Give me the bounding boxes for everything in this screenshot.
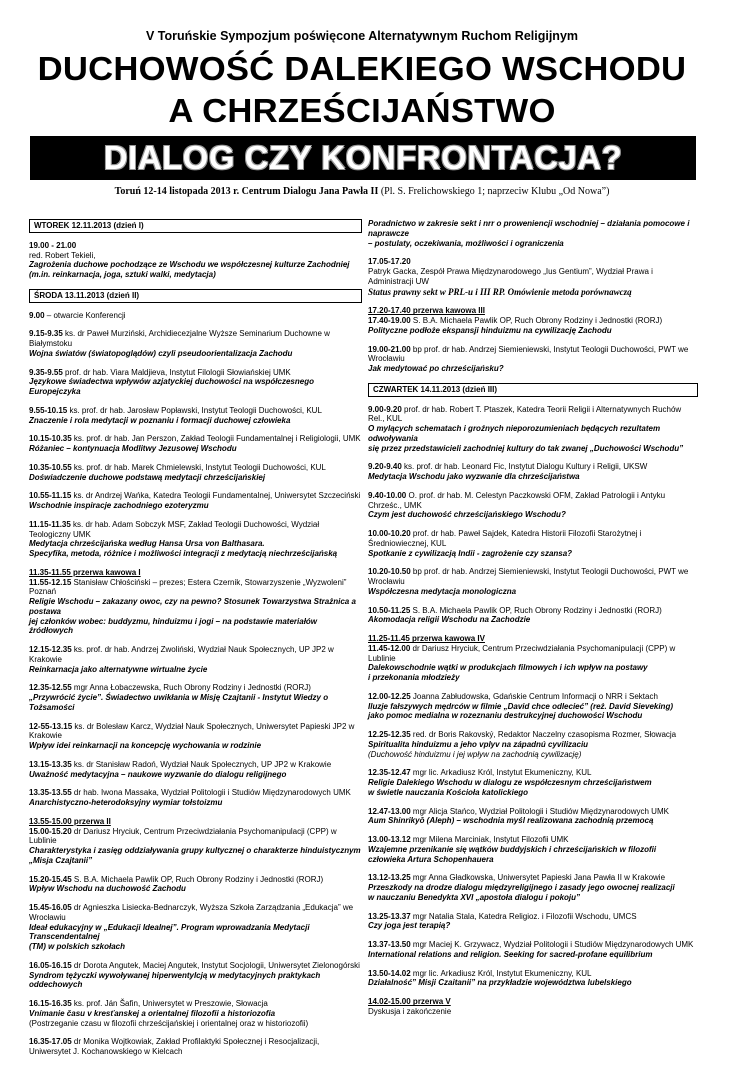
- item-speaker: mgr lic. Arkadiusz Król, Instytut Ekumeniczny, KUL: [410, 968, 592, 978]
- item-note: (Duchowość hinduizmu i jej wpływ na zachodnią cywilizację): [368, 749, 582, 759]
- day-header-thursday: CZWARTEK 14.11.2013 (dzień III): [368, 383, 698, 397]
- item-time: 12-55-13.15: [29, 721, 73, 731]
- item-speaker: ks. dr hab. Adam Sobczyk MSF, Zakład Teologii Duchowości, Wydział Teologiczny UMK: [29, 519, 320, 539]
- item-time: 10.55-11.15: [29, 491, 72, 501]
- item-title: Akomodacja religii Wschodu na Zachodzie: [368, 615, 531, 625]
- item-speaker: Uniwersytet J. Kochanowskiego w Kielcach: [29, 1047, 183, 1056]
- item-title: Uważność medytacyjna – naukowe wyzwanie do dialogu religijnego: [29, 769, 287, 779]
- schedule-item: [368, 529, 698, 558]
- right-column: [368, 219, 698, 1026]
- symposium-line: V Toruńskie Sympozjum poświęcone Alternatywnym Ruchom Religijnym: [145, 29, 579, 43]
- item-title: jako pomoc medialna w rozeznaniu destrukcyjnej duchowości Wschodu: [368, 711, 643, 721]
- item-text: – otwarcie Konferencji: [44, 310, 126, 320]
- schedule-item: [368, 835, 698, 864]
- item-speaker: dr Agnieszka Lisiecka-Bednarczyk, Wyższa Szkoła Zarządzania „Edukacja” we Wrocławiu: [29, 903, 354, 922]
- item-time: 19.00-21.00: [368, 344, 411, 354]
- item-title: Czym jest duchowość chrześcijańskiego Wschodu?: [368, 510, 566, 520]
- item-time: 12.47-13.00: [368, 806, 411, 816]
- item-speaker: Joanna Zabłudowska, Gdańskie Centrum Informacji o NRR i Sektach: [410, 691, 658, 701]
- item-speaker: Stanisław Chłościński – prezes; Estera Czernik, Stowarzyszenie „Wyzwoleni” Poznań: [29, 577, 347, 597]
- item-title: w nauczaniu Benedykta XVI „apostoła dialogu i pokoju”: [368, 892, 581, 902]
- item-title: Wschodnie inspiracje zachodniego ezoteryzmu: [29, 501, 209, 510]
- item-time: 12.35-12.47: [368, 768, 411, 778]
- schedule-item: [368, 345, 698, 374]
- item-time: 17.05-17.20: [368, 257, 411, 267]
- item-time: 9.00-9.20: [368, 404, 402, 414]
- item-title: Iluzje fałszywych mędrców w filmie „David chce odlecieć” (reż. David Sieveking): [368, 701, 673, 711]
- item-speaker: ks. dr Stanisław Radoń, Wydział Nauk Społecznych, UP JP2 w Krakowie: [71, 759, 332, 769]
- break-label: 11.35-11.55 przerwa kawowa I: [29, 567, 141, 577]
- item-title: w świetle nauczania Kościoła katolickiego: [368, 787, 529, 797]
- schedule-item: [29, 520, 362, 559]
- item-time: 10.20-10.50: [368, 567, 411, 577]
- item-speaker: Patryk Gacka, Zespół Prawa Międzynarodowego „Ius Gentium”, Wydział Prawa i Administracji UW: [368, 267, 653, 286]
- item-speaker: mgr Milena Marciniak, Instytut Filozofii UMK: [410, 835, 569, 845]
- item-time: 13.50-14.02: [368, 968, 411, 978]
- schedule-item: [368, 692, 698, 721]
- day-header-tuesday: WTOREK 12.11.2013 (dzień I): [29, 219, 362, 233]
- schedule-item: [368, 997, 698, 1017]
- schedule-item: [29, 817, 362, 866]
- title-line-1: DUCHOWOŚĆ DALEKIEGO WSCHODU: [37, 50, 687, 87]
- schedule-item: [29, 645, 362, 674]
- venue-line: [0, 186, 724, 197]
- venue-bold: Toruń 12-14 listopada 2013 r. Centrum Dialogu Jana Pawła II: [114, 186, 379, 197]
- schedule-item: [368, 219, 698, 248]
- item-title: człowieka Artura Schopenhauera: [368, 854, 494, 864]
- schedule-item: [29, 491, 362, 511]
- schedule-item: [368, 940, 698, 960]
- schedule-item: [29, 961, 362, 990]
- item-time: 10.00-10.20: [368, 529, 411, 539]
- item-title: Religie Wschodu – zakazany owoc, czy na pewno? Stosunek Towarzystwa Strażnica a postawa: [29, 597, 356, 616]
- item-speaker: dr Dariusz Hryciuk, Centrum Przeciwdziałania Psychomanipulacji (CPP) w Lublinie: [29, 826, 337, 846]
- venue-rest: (Pl. S. Frelichowskiego 1; naprzeciw Klubu „Od Nowa”): [378, 186, 610, 197]
- schedule-item: [368, 969, 698, 989]
- schedule-item: [29, 999, 362, 1028]
- schedule-item: [29, 875, 362, 895]
- day-header-wednesday: ŚRODA 13.11.2013 (dzień II): [29, 289, 362, 303]
- item-speaker: ks. prof. Ján Šafin, Uniwersytet w Preszowie, Słowacja: [71, 999, 268, 1008]
- schedule-item: [29, 568, 362, 636]
- item-title: Wpływ idei reinkarnacji na koncepcję wychowania w rodzinie: [29, 741, 262, 750]
- item-title: Różaniec – kontynuacja Modlitwy Jezusowej Wschodu: [29, 444, 237, 453]
- item-title: Wojna światów (światopoglądów) czyli pseudoorientalizacja Zachodu: [29, 348, 293, 358]
- item-speaker: prof. dr hab. Viara Maldjieva, Instytut Filologii Słowiańskiej UMK: [62, 367, 291, 377]
- item-title: Religie Dalekiego Wschodu w dialogu ze współczesnym chrześcijaństwem: [368, 778, 652, 788]
- closing-text: Dyskusja i zakończenie: [368, 1006, 452, 1016]
- schedule-item: [29, 788, 362, 808]
- item-time: 12.25-12.35: [368, 730, 411, 740]
- item-time: 16.15-16.35: [29, 999, 72, 1008]
- item-time: 16.05-16.15: [29, 960, 72, 970]
- item-time: 9.55-10.15: [29, 405, 68, 415]
- break-label: 14.02-15.00 przerwa V: [368, 997, 451, 1007]
- item-speaker: ks. dr Andrzej Wańka, Katedra Teologii Fundamentalnej, Uniwersytet Szczeciński: [71, 491, 361, 501]
- schedule-item: [29, 434, 362, 454]
- break-label: 17.20-17.40 przerwa kawowa III: [368, 306, 485, 316]
- item-speaker: prof. dr hab. Paweł Sajdek, Katedra Historii Filozofii Starożytnej i Średniowiecznej, KUL: [368, 529, 642, 548]
- item-title: Spotkanie z cywilizacją Indii - zagrożenie czy szansa?: [368, 548, 573, 558]
- item-title: Anarchistyczno-heterodoksyjny wymiar tołstoizmu: [29, 798, 223, 807]
- item-time: 9.35-9.55: [29, 367, 63, 377]
- title-line-2: A CHRZEŚCIJAŃSTWO: [168, 92, 556, 129]
- schedule-item: [368, 912, 698, 932]
- item-title: Spiritualita hinduizmu a jeho vplyv na západnú cyvilizaciu: [368, 739, 589, 749]
- schedule-item: [368, 606, 698, 626]
- item-time: 15.20-15.45: [29, 874, 72, 884]
- item-speaker: S. B.A. Michaela Pawlik OP, Ruch Obrony Rodziny i Jednostki (RORJ): [410, 605, 662, 615]
- item-title: Syndrom tężyczki wywoływanej hiperwentylcją w medytacyjnych praktykach oddechowych: [29, 970, 321, 990]
- break-label: 13.55-15.00 przerwa II: [29, 816, 111, 826]
- item-speaker: mgr Natalia Stala, Katedra Religioz. i Filozofii Wschodu, UMCS: [410, 911, 637, 921]
- item-speaker: ks. dr Paweł Murziński, Archidiecezjalne Wyższe Seminarium Duchowne w Białymstoku: [29, 329, 330, 348]
- schedule-item: [29, 903, 362, 952]
- item-title: Czy joga jest terapią?: [368, 921, 451, 931]
- item-time: 12.00-12.25: [368, 691, 411, 701]
- item-speaker: dr hab. Iwona Massaka, Wydział Politologii i Studiów Międzynarodowych UMK: [71, 788, 351, 798]
- schedule-item: [29, 406, 362, 426]
- schedule-item: [368, 405, 698, 454]
- item-title: się przez przedstawicieli zachodniej kultury do tak zwanej „Duchowości Wschodu”: [368, 443, 684, 453]
- item-time: 12.35-12.55: [29, 683, 72, 693]
- schedule-item: [29, 329, 362, 358]
- schedule-item: [29, 722, 362, 751]
- item-speaker: S. B.A. Michaela Pawlik OP, Ruch Obrony Rodziny i Jednostki (RORJ): [410, 316, 663, 326]
- schedule-item: [368, 873, 698, 902]
- item-speaker: mgr lic. Arkadiusz Król, Instytut Ekumeniczny, KUL: [410, 768, 592, 778]
- item-title: Reinkarnacja jako alternatywne wirtualne życie: [29, 664, 208, 674]
- item-time: 16.35-17.05: [29, 1037, 72, 1047]
- item-title: Językowe świadectwa wpływów azjatyckiej duchowości na współczesnego Europejczyka: [29, 377, 314, 396]
- item-time: 13.25-13.37: [368, 911, 411, 921]
- schedule-item: [29, 760, 362, 780]
- item-speaker: ks. prof. dr hab. Jarosław Popławski, Instytut Teologii Duchowości, KUL: [67, 405, 322, 415]
- schedule-item: [29, 311, 362, 321]
- item-title: „Misja Czajtanii”: [29, 855, 93, 865]
- item-title: International relations and religion. Seeking for sacred-profane equilibrium: [368, 949, 653, 959]
- item-title: Współczesna medytacja monologiczna: [368, 586, 517, 596]
- item-time: 9.40-10.00: [368, 490, 407, 500]
- item-time: 10.35-10.55: [29, 462, 72, 472]
- item-title: Jak medytować po chrześcijańsku?: [368, 364, 504, 374]
- item-time: 9.00: [29, 310, 45, 320]
- item-time: 17.40-19.00: [368, 316, 411, 326]
- schedule-item: [29, 683, 362, 712]
- item-speaker: dr Dariusz Hryciuk, Centrum Przeciwdziałania Psychomanipulacji (CPP) w Lublinie: [368, 643, 676, 663]
- item-speaker: dr Monika Wojtkowiak, Zakład Profilaktyki Społecznej i Resocjalizacji,: [71, 1037, 320, 1047]
- item-time: 13.00-13.12: [368, 835, 411, 845]
- schedule-item: [29, 241, 362, 280]
- item-title: Poradnictwo w zakresie sekt i nrr o proweniencji wschodniej – działania pomocowe i naprawcze: [368, 219, 690, 238]
- item-speaker: bp prof. dr hab. Andrzej Siemieniewski, Instytut Teologii Duchowości, PWT we Wrocławiu: [368, 344, 689, 364]
- item-speaker: ks. prof. dr hab. Andrzej Zwoliński, Wydział Nauk Społecznych, UP JP2 w Krakowie: [29, 645, 334, 664]
- item-title: Aum Shinrikyō (Aleph) – wschodnia myśl realizowana zachodnią przemocą: [368, 816, 654, 826]
- item-speaker: red. Robert Tekieli,: [29, 250, 96, 260]
- schedule-item: [29, 1037, 362, 1057]
- item-title: „Przywrócić życie”. Świadectwo uwikłania w Misję Czajtanii - Instytut Wiedzy o Tożsamości: [29, 693, 329, 712]
- item-title: Medytacja chrześcijańska według Hansa Ursa von Balthasara.: [29, 539, 265, 549]
- item-speaker: ks. dr Bolesław Karcz, Wydział Nauk Społecznych, Uniwersytet Papieski JP2 w Krakowie: [29, 721, 355, 741]
- schedule-item: [368, 462, 698, 482]
- schedule-item: [368, 306, 698, 335]
- schedule-item: [29, 463, 362, 483]
- item-time: 13.35-13.55: [29, 788, 72, 798]
- item-title: Vnímanie času v kresťanskej a orientalnej filozofii a historiozofia: [29, 1008, 276, 1018]
- schedule-item: [368, 634, 698, 683]
- item-speaker: mgr Maciej K. Grzywacz, Wydział Politologii i Studiów Międzynarodowych UMK: [410, 940, 694, 950]
- item-title: Ideał edukacyjny w „Edukacji Idealnej”. Program wprowadzania Medytacji Transcendentalnej: [29, 922, 310, 942]
- item-speaker: prof. dr hab. Robert T. Ptaszek, Katedra Teorii Religii i Alternatywnych Ruchów Rel., KUL: [368, 404, 682, 424]
- item-title: Działalność” Misji Czaitanii” na przykładzie województwa lubelskiego: [368, 978, 632, 988]
- item-note: (Postrzeganie czasu w filozofii chrześcijańskiej i orientalnej oraz w historiozofii): [29, 1018, 309, 1028]
- item-title: Dalekowschodnie wątki w produkcjach filmowych i ich wpływ na postawy: [368, 663, 648, 673]
- item-title: Charakterystyka i zasięg oddziaływania grupy kultycznej o charakterze hinduistycznym: [29, 846, 361, 855]
- item-time: 11.55-12.15: [29, 577, 72, 587]
- item-title: jej członków wobec: buddyzmu, hinduizmu i jogi – na podstawie materiałów źródłowych: [29, 616, 318, 636]
- item-title: Przeszkody na drodze dialogu międzyreligijnego i zasady jego owocnej realizacji: [368, 883, 675, 893]
- schedule-item: [368, 807, 698, 827]
- left-column: [29, 219, 362, 1066]
- item-title: O mylących schematach i groźnych nieporozumieniach będących rezultatem odwoływania: [368, 424, 661, 443]
- item-speaker: ks. prof. dr hab. Marek Chmielewski, Instytut Teologii Duchowości, KUL: [71, 462, 326, 472]
- item-time: 13.15-13.35: [29, 759, 72, 769]
- item-title: Zagrożenia duchowe pochodzące ze Wschodu we współczesnej kulturze Zachodniej: [29, 260, 350, 270]
- item-speaker: O. prof. dr hab. M. Celestyn Paczkowski OFM, Zakład Patrologii i Antyku Chrześc., UMK: [368, 490, 666, 510]
- item-title: Medytacja Wschodu jako wyzwanie dla chrześcijaństwa: [368, 472, 580, 482]
- schedule-item: [29, 368, 362, 397]
- item-time: 11.45-12.00: [368, 643, 411, 653]
- item-title: Znaczenie i rola medytacji w poznaniu i formacji duchowej człowieka: [29, 415, 291, 425]
- item-speaker: S. B.A. Michaela Pawlik OP, Ruch Obrony Rodziny i Jednostki (RORJ): [71, 874, 324, 884]
- item-time: 9.15-9.35: [29, 329, 63, 339]
- item-time: 9.20-9.40: [368, 462, 402, 472]
- item-speaker: mgr Anna Gładkowska, Uniwersytet Papieski Jana Pawła II w Krakowie: [410, 873, 666, 883]
- item-title: – postulaty, oczekiwania, możliwości i ograniczenia: [368, 238, 564, 248]
- item-time: 13.12-13.25: [368, 873, 411, 883]
- banner: [30, 136, 696, 180]
- schedule-item: [368, 491, 698, 520]
- item-title: Polityczne podłoże ekspansji hinduizmu na cywilizację Zachodu: [368, 325, 612, 335]
- item-time: 15.00-15.20: [29, 826, 72, 836]
- schedule-item: [368, 567, 698, 596]
- schedule-item: [368, 730, 698, 759]
- item-time: 13.37-13.50: [368, 940, 411, 950]
- item-speaker: mgr Alicja Stańco, Wydział Politologii i Studiów Międzynarodowych UMK: [410, 806, 669, 816]
- item-title: (m.in. reinkarnacja, joga, sztuki walki, medytacja): [29, 270, 216, 279]
- banner-text: DIALOG CZY KONFRONTACJA?: [103, 139, 623, 176]
- item-time: 11.15-11.35: [29, 519, 71, 529]
- item-speaker: ks. prof. dr hab. Leonard Fic, Instytut Dialogu Kultury i Religii, UKSW: [401, 462, 648, 472]
- item-time: 15.45-16.05: [29, 903, 72, 912]
- schedule-item: [368, 257, 698, 297]
- item-title: Specyfika, metoda, różnice i możliwości integracji z medytacją niechrześcijańską: [29, 549, 338, 558]
- break-label: 11.25-11.45 przerwa kawowa IV: [368, 634, 485, 644]
- item-speaker: ks. prof. dr hab. Jan Perszon, Zakład Teologii Fundamentalnej i Religiologii, UMK: [71, 434, 361, 444]
- item-speaker: mgr Anna Łobaczewska, Ruch Obrony Rodziny i Jednostki (RORJ): [71, 683, 311, 693]
- item-speaker: bp prof. dr hab. Andrzej Siemieniewski, Instytut Teologii Duchowości, PWT we Wrocławiu: [368, 567, 689, 587]
- item-title: i przekonania młodzieży: [368, 673, 460, 683]
- item-title: (TM) w polskich szkołach: [29, 942, 126, 951]
- item-time: 19.00 - 21.00: [29, 240, 77, 250]
- item-time: 12.15-12.35: [29, 645, 72, 654]
- schedule-item: [368, 768, 698, 797]
- item-speaker: red. dr Boris Rakovský, Redaktor Naczelny czasopisma Rozmer, Słowacja: [410, 730, 677, 740]
- item-title: Status prawny sekt w PRL-u i III RP. Omówienie metoda porównawczą: [368, 286, 632, 297]
- item-title: Wpływ Wschodu na duchowość Zachodu: [29, 884, 186, 894]
- item-speaker: dr Dorota Angutek, Maciej Angutek, Instytut Socjologii, Uniwersytet Zielonogórski: [71, 960, 360, 970]
- item-title: Wzajemne przenikanie się wątków buddyjskich i chrześcijańskich w filozofii: [368, 844, 657, 854]
- item-time: 10.15-10.35: [29, 434, 72, 444]
- item-time: 10.50-11.25: [368, 605, 411, 615]
- item-title: Doświadczenie duchowe podstawą medytacji chrześcijańskiej: [29, 472, 266, 482]
